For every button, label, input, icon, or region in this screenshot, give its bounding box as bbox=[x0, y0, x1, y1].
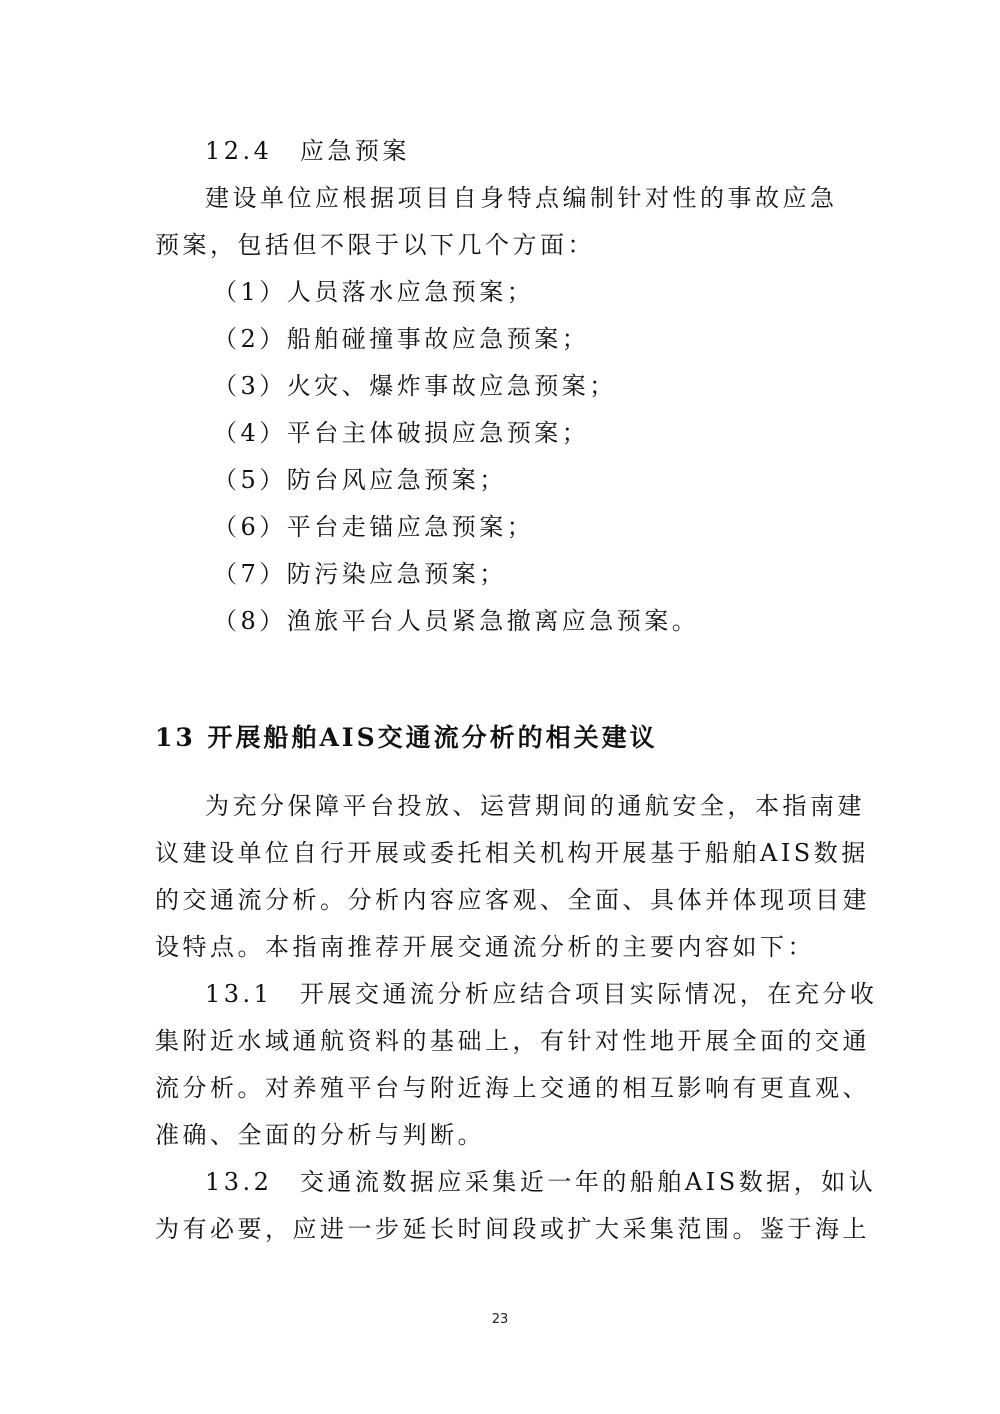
list-item: （5）防台风应急预案； bbox=[213, 466, 507, 494]
paragraph-line: 设特点。本指南推荐开展交通流分析的主要内容如下： bbox=[155, 933, 815, 961]
section-12-4-intro-line: 预案，包括但不限于以下几个方面： bbox=[155, 231, 595, 259]
paragraph-13-2-line: 13.2 交通流数据应采集近一年的船舶AIS数据，如认 bbox=[205, 1168, 877, 1196]
paragraph-13-1-line: 流分析。对养殖平台与附近海上交通的相互影响有更直观、 bbox=[155, 1074, 870, 1102]
section-12-4 bbox=[155, 128, 855, 645]
page-number: 23 bbox=[491, 1312, 509, 1327]
section-13-body bbox=[155, 783, 878, 1253]
paragraph-13-1-line: 集附近水域通航资料的基础上，有针对性地开展全面的交通 bbox=[155, 1027, 870, 1055]
paragraph-line: 为充分保障平台投放、运营期间的通航安全，本指南建 bbox=[205, 792, 865, 820]
list-item: （7）防污染应急预案； bbox=[213, 560, 507, 588]
list-item: （3）火灾、爆炸事故应急预案； bbox=[213, 372, 617, 400]
list-item: （1）人员落水应急预案； bbox=[213, 278, 535, 306]
section-12-4-title: 12.4 应急预案 bbox=[205, 137, 410, 165]
paragraph-13-2-line: 为有必要，应进一步延长时间段或扩大采集范围。鉴于海上 bbox=[155, 1215, 870, 1243]
list-item: （4）平台主体破损应急预案； bbox=[213, 419, 590, 447]
paragraph-line: 的交通流分析。分析内容应客观、全面、具体并体现项目建 bbox=[155, 886, 870, 914]
list-item: （8）渔旅平台人员紧急撤离应急预案。 bbox=[213, 607, 700, 635]
paragraph-line: 议建设单位自行开展或委托相关机构开展基于船舶AIS数据 bbox=[155, 839, 869, 867]
list-item: （6）平台走锚应急预案； bbox=[213, 513, 535, 541]
paragraph-13-1-line: 准确、全面的分析与判断。 bbox=[155, 1121, 485, 1149]
section-12-4-intro-line: 建设单位应根据项目自身特点编制针对性的事故应急 bbox=[205, 184, 838, 212]
paragraph-13-1-line: 13.1 开展交通流分析应结合项目实际情况，在充分收 bbox=[205, 980, 878, 1008]
section-13-heading: 13 开展船舶AIS交通流分析的相关建议 bbox=[155, 723, 658, 752]
list-item: （2）船舶碰撞事故应急预案； bbox=[213, 325, 590, 353]
